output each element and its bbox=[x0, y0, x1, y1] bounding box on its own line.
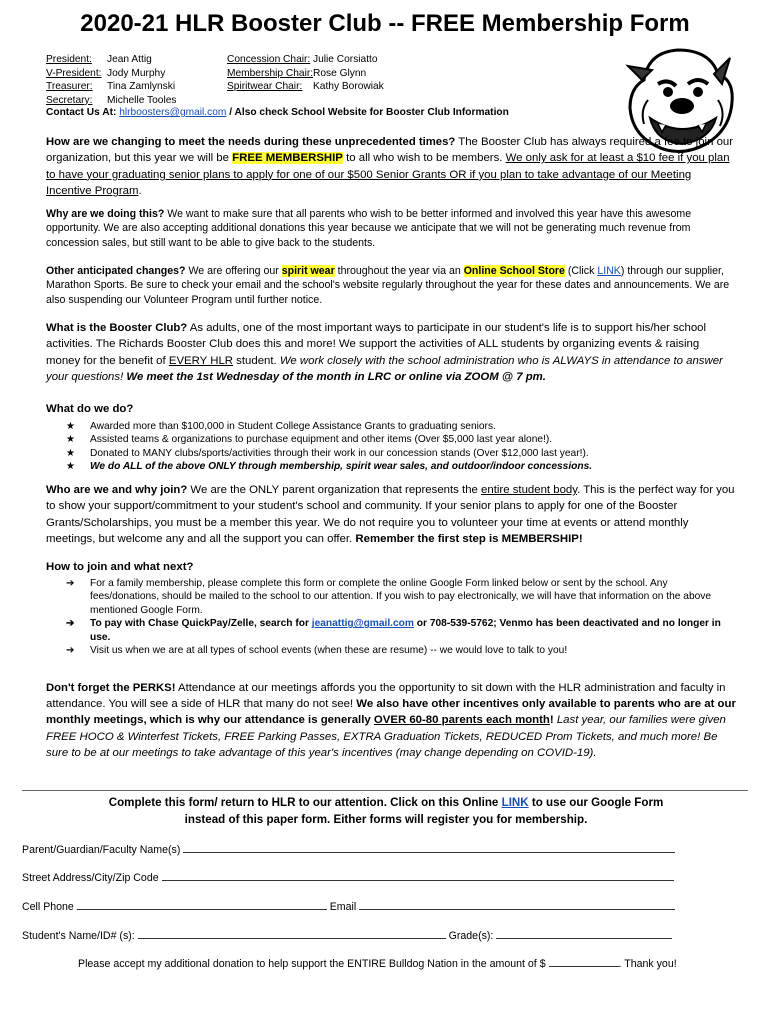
accomplishments-list bbox=[66, 420, 736, 474]
star-icon: ★ bbox=[66, 461, 76, 473]
address-label: Street Address/City/Zip Code bbox=[22, 872, 159, 884]
list-item bbox=[66, 460, 736, 473]
officer-name: Julie Corsiatto bbox=[313, 54, 378, 65]
student-name-input[interactable] bbox=[138, 929, 446, 939]
officer-name: Tina Zamlynski bbox=[107, 81, 176, 93]
perks-bold: ! bbox=[549, 714, 554, 727]
complete-text: instead of this paper form. Either forms will register you for membership. bbox=[184, 813, 588, 826]
student-field bbox=[22, 929, 672, 942]
student-name-label: Student's Name/ID# (s): bbox=[22, 930, 135, 942]
intro-text: to all who wish to be members. bbox=[342, 152, 506, 165]
free-membership-highlight: FREE MEMBERSHIP bbox=[232, 152, 343, 165]
google-form-link[interactable]: LINK bbox=[501, 796, 529, 809]
cell-phone-label: Cell Phone bbox=[22, 901, 74, 913]
list-item bbox=[66, 617, 736, 644]
officer-role: Treasurer: bbox=[46, 81, 93, 93]
list-item bbox=[66, 433, 736, 446]
what-question: What is the Booster Club? bbox=[46, 322, 188, 334]
list-item-text: Awarded more than $100,000 in Student College Assistance Grants to graduating seniors. bbox=[90, 421, 496, 432]
email-input[interactable] bbox=[359, 900, 675, 910]
complete-text: Complete this form/ return to HLR to our attention. Click on this Online bbox=[108, 796, 502, 809]
other-text: ) through our supplier, Marathon Sports. Be sure to check your email and the school's website regularly throughout the year for these dates and announcements. We are also suspending our Volunteer Program until further notice. bbox=[46, 265, 730, 306]
grade-input[interactable] bbox=[496, 929, 672, 939]
attendance-count: OVER 60-80 parents each month bbox=[373, 714, 550, 727]
page-title: 2020-21 HLR Booster Club -- FREE Membership Form bbox=[80, 10, 690, 37]
intro-text: The Booster Club has always required a fee to join our organization, but this year we will be bbox=[46, 136, 734, 165]
officer-row bbox=[46, 53, 384, 67]
zelle-email-link[interactable]: jeanattig@gmail.com bbox=[311, 618, 414, 630]
why-paragraph bbox=[46, 207, 736, 250]
perks-italic: Last year, our families were given FREE HOCO & Winterfest Tickets, FREE Parking Passes, EXTRA Graduation Tickets, REDUCED Prom Tickets, and much more! Be sure to be at our meetings to take advantage of this year's incentives (may change depending on COVID-19). bbox=[46, 714, 726, 759]
list-item-text: or 708-539-5762; Venmo has been deactivated and no longer in use. bbox=[90, 618, 721, 643]
list-item bbox=[66, 577, 736, 617]
list-item-text: To pay with Chase QuickPay/Zelle, search for bbox=[90, 618, 312, 630]
star-icon: ★ bbox=[66, 447, 76, 459]
officer-role: Spiritwear Chair: bbox=[227, 81, 303, 93]
other-changes-paragraph bbox=[46, 264, 736, 307]
intro-question: How are we changing to meet the needs during these unprecedented times? bbox=[46, 136, 456, 148]
officer-role: Secretary: bbox=[46, 94, 93, 106]
what-text: As adults, one of the most important ways to participate in our student's life is to support his/her school activities. The Richards Booster Club does this and more! We support the activities of ALL students by organizing events & raising money for the benefit of bbox=[46, 322, 707, 367]
intro-text: . bbox=[138, 185, 142, 198]
officer-role: President: bbox=[46, 54, 92, 65]
perks-bold: We also have other incentives only available to parents who are at our monthly meetings, which is why our attendance is generally bbox=[46, 698, 736, 727]
parent-name-label: Parent/Guardian/Faculty Name(s) bbox=[22, 844, 181, 856]
perks-text: Attendance at our meetings affords you the opportunity to sit down with the HLR administration and faculty in attendance. You will see a side of HLR that many do not see! bbox=[46, 682, 726, 711]
officer-name: Jean Attig bbox=[107, 54, 152, 65]
arrow-right-icon: ➔ bbox=[66, 578, 75, 589]
who-paragraph bbox=[46, 482, 736, 548]
list-item-text: Donated to MANY clubs/sports/activities through their work in our concession stands (Over $12,000 last year!). bbox=[90, 447, 589, 459]
perks-paragraph bbox=[46, 680, 736, 761]
donation-field bbox=[78, 957, 677, 970]
address-input[interactable] bbox=[162, 871, 674, 881]
meeting-time: We meet the 1st Wednesday of the month in LRC or online via ZOOM @ 7 pm. bbox=[126, 371, 546, 384]
why-question: Why are we doing this? bbox=[46, 208, 165, 220]
officer-name: Jody Murphy bbox=[107, 67, 166, 79]
contact-email-link[interactable]: hlrboosters@gmail.com bbox=[119, 107, 227, 118]
other-question: Other anticipated changes? bbox=[46, 265, 186, 277]
other-text: throughout the year via an bbox=[334, 265, 464, 277]
complete-form-instructions bbox=[46, 794, 726, 828]
how-to-join-list bbox=[66, 577, 736, 657]
officer-row bbox=[46, 94, 384, 108]
intro-fee-note: We only ask for at least a $10 fee if you plan to have your graduating senior plans to apply for one of our $500 Senior Grants OR if you plan to take advantage of our Meeting Incentive Program bbox=[46, 152, 730, 198]
spirit-wear-highlight: spirit wear bbox=[281, 265, 335, 277]
officer-role: Concession Chair: bbox=[227, 54, 311, 65]
officer-row bbox=[46, 80, 384, 94]
who-text: . This is the perfect way for you to show your support/commitment to your student's school and community. If your senior plans to apply for one of the Booster Grants/Scholarships, you must be a member this year. We do not require you to volunteer your time at events or attend monthly meetings, but welcome any and all the support you can offer. bbox=[46, 484, 735, 546]
star-icon: ★ bbox=[66, 421, 76, 432]
officer-name: Michelle Tooles bbox=[107, 94, 177, 106]
officer-role: V-President: bbox=[46, 67, 102, 79]
address-field bbox=[22, 871, 674, 884]
list-item-text: For a family membership, please complete this form or complete the online Google Form linked below or sent by the school. Any fees/donations, should be mailed to the school to our attention. If you wish to pay electronically, we will have that information on the above mentioned Google Form. bbox=[90, 578, 712, 616]
who-text: We are the ONLY parent organization that represents the bbox=[187, 484, 482, 496]
grade-label: Grade(s): bbox=[448, 930, 494, 942]
store-link[interactable]: LINK bbox=[597, 265, 621, 277]
divider bbox=[22, 790, 748, 791]
why-text: We want to make sure that all parents who wish to be better informed and involved this year have this awesome opportunity. We are also accepting additional donations this year because we anticipate that we will not be generating much revenue from concession sales, but still want to be able to give back to the students. bbox=[46, 208, 692, 249]
how-to-join-heading: How to join and what next? bbox=[46, 561, 194, 573]
email-label: Email bbox=[329, 901, 357, 913]
phone-email-field bbox=[22, 900, 675, 913]
officer-name: Kathy Borowiak bbox=[313, 81, 384, 93]
contact-rest: / Also check School Website for Booster Club Information bbox=[226, 107, 509, 118]
arrow-right-icon: ➔ bbox=[66, 618, 75, 630]
what-italic: We work closely with the school administration who is ALWAYS in attendance to answer your questions! bbox=[46, 354, 723, 384]
arrow-right-icon: ➔ bbox=[66, 645, 75, 657]
entire-student-body: entire student body bbox=[481, 484, 578, 496]
list-item bbox=[66, 447, 736, 460]
officer-role: Membership Chair: bbox=[227, 67, 314, 79]
what-is-paragraph bbox=[46, 320, 736, 386]
every-hlr-underline: EVERY HLR bbox=[168, 354, 233, 367]
contact-line bbox=[46, 107, 509, 118]
star-icon: ★ bbox=[66, 434, 76, 446]
complete-text: to use our Google Form bbox=[528, 796, 664, 809]
cell-phone-input[interactable] bbox=[77, 900, 327, 910]
list-item bbox=[66, 420, 736, 433]
perks-question: Don't forget the PERKS! bbox=[46, 682, 176, 694]
membership-first-step: Remember the first step is MEMBERSHIP! bbox=[355, 533, 583, 546]
intro-paragraph bbox=[46, 134, 736, 200]
what-text: student. bbox=[233, 354, 280, 367]
officer-row bbox=[46, 67, 384, 81]
other-text: We are offering our bbox=[185, 265, 282, 277]
what-do-heading: What do we do? bbox=[46, 403, 134, 415]
list-item bbox=[66, 644, 736, 657]
parent-name-input[interactable] bbox=[183, 843, 675, 853]
other-text: (Click bbox=[564, 265, 598, 277]
officers-list bbox=[46, 53, 384, 107]
list-item-text: Visit us when we are at all types of school events (when these are resume) -- we would love to talk to you! bbox=[90, 645, 568, 657]
donation-label: Please accept my additional donation to help support the ENTIRE Bulldog Nation in the amount of $ bbox=[78, 958, 546, 970]
list-item-text: Assisted teams & organizations to purchase equipment and other items (Over $5,000 last year alone!). bbox=[90, 434, 553, 446]
online-store-highlight: Online School Store bbox=[463, 265, 565, 277]
thank-you-text: . Thank you! bbox=[618, 958, 677, 970]
list-item-text: We do ALL of the above ONLY through membership, spirit wear sales, and outdoor/indoor concessions. bbox=[90, 461, 593, 473]
contact-label: Contact Us At: bbox=[46, 107, 117, 118]
officer-name: Rose Glynn bbox=[313, 67, 367, 79]
parent-name-field bbox=[22, 843, 675, 856]
who-question: Who are we and why join? bbox=[46, 484, 188, 496]
donation-amount-input[interactable] bbox=[549, 957, 619, 967]
